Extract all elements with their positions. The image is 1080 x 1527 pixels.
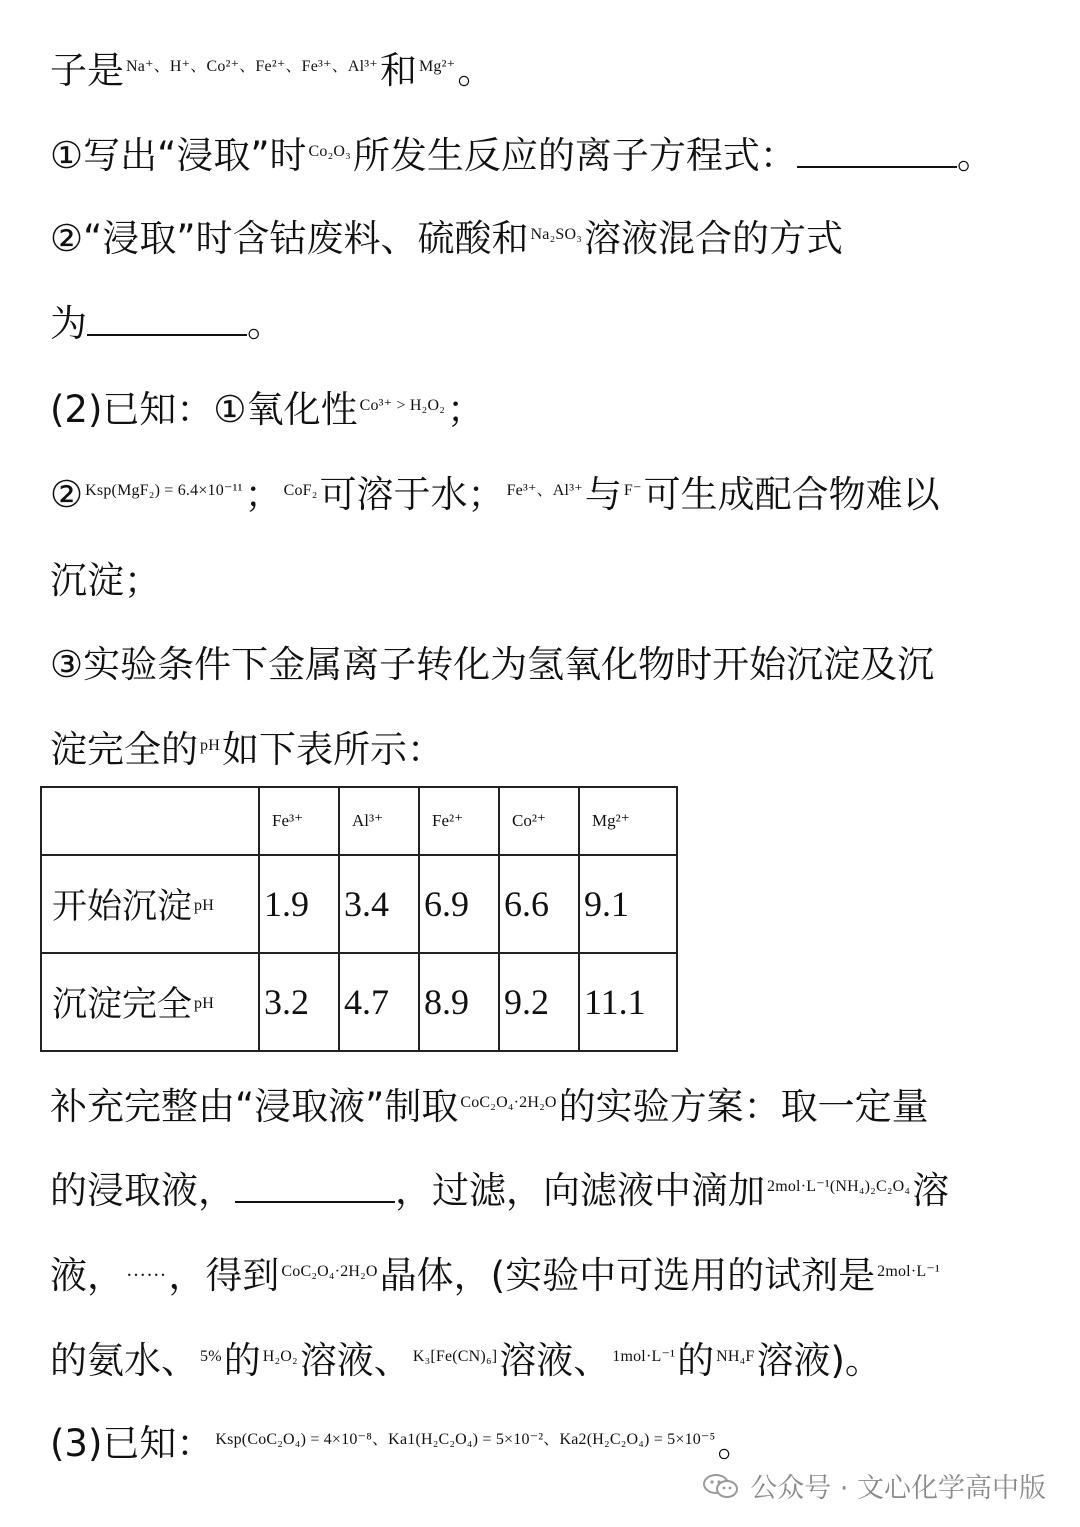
reagent-list: 的氨水、 $^{5\%}$的 $^{H_2O_2}$溶液、 $^{K_3[Fe(CN)_6]}$溶液、 $^{1mol\cdot L^{-1}}$的 $^{NH_4F}$溶液)。 [50, 1339, 882, 1382]
question-1-2: ②“浸取”时含钴废料、硫酸和 $^{Na_2SO_3}$溶液混合的方式 [50, 217, 843, 260]
answer-blank [87, 308, 247, 336]
table-header-row [41, 787, 677, 855]
watermark-text: 公众号 · 文心化学高中版 [750, 1473, 1046, 1504]
row-label: 开始沉淀 $^{pH}$ [41, 855, 259, 953]
table-cell: 3.4 [339, 855, 419, 953]
row-label: 沉淀完全 $^{pH}$ [41, 953, 259, 1051]
ion-list: Na⁺、H⁺、Co²⁺、Fe²⁺、Fe³⁺、Al³⁺ [126, 58, 378, 75]
question-2-task-cont2: 液， ……，得到 $^{CoC_2O_4\cdot 2H_2O}$晶体，(实验中可选用的试剂是 $^{2mol\cdot L^{-1}}$ [50, 1254, 940, 1297]
table-cell: 3.2 [259, 953, 339, 1051]
known-3-cont: 淀完全的 $^{pH}$如下表所示： [50, 728, 444, 771]
table-header-cell: Fe²⁺ [419, 787, 499, 855]
table-cell: 6.6 [499, 855, 579, 953]
question-2-task: 补充完整由“浸取液”制取 $^{CoC_2O_4\cdot 2H_2O}$的实验方案：取一定量 [50, 1085, 929, 1128]
line-ions: 子是 $^{Na^+、H^+、Co^{2+}、Fe^{2+}、Fe^{3+}、Al^{3+}}$和 $^{Mg^{2+}}$。 [50, 49, 495, 92]
wechat-icon [702, 1473, 740, 1499]
table-cell: 6.9 [419, 855, 499, 953]
answer-blank [797, 140, 957, 168]
answer-blank [235, 1175, 395, 1203]
table-row [41, 953, 677, 1051]
watermark [702, 1466, 1046, 1505]
table-header-cell: Co²⁺ [499, 787, 579, 855]
table-cell: 4.7 [339, 953, 419, 1051]
table-cell: 8.9 [419, 953, 499, 1051]
question-1-1: ①写出“浸取”时 $^{Co_2O_3}$所发生反应的离子方程式： 。 [50, 134, 994, 177]
question-2-intro: (2)已知：①氧化性 $^{Co^{3+} > H_2O_2}$； [50, 388, 484, 431]
mg-ion: Mg²⁺ [418, 58, 456, 75]
known-2: ② $^{Ksp(MgF_2) = 6.4\times 10^{-11}}$； $^{CoF_2}$可溶于水； $^{Fe^{3+}、Al^{3+}}$与 $^{F^-}$可生成配合物难以 [50, 473, 940, 516]
known-3: ③实验条件下金属离子转化为氢氧化物时开始沉淀及沉 [50, 643, 935, 686]
table-corner-cell [41, 787, 259, 855]
question-1-2-cont: 为 。 [50, 302, 284, 345]
table-cell: 11.1 [579, 953, 677, 1051]
table-header-cell: Al³⁺ [339, 787, 419, 855]
known-2-cont: 沉淀； [50, 559, 161, 602]
table-cell: 9.1 [579, 855, 677, 953]
table-cell: 9.2 [499, 953, 579, 1051]
question-3-intro: (3)已知： $^{Ksp(CoC_2O_4) = 4\times 10^{-8}、Ka1(H_2C_2O_4) = 5\times 10^{-2}、Ka2(H_2C_2O_4) = 5\times 10^{-5}}$。 [50, 1422, 755, 1465]
table-header-cell: Fe³⁺ [259, 787, 339, 855]
table-row [41, 855, 677, 953]
question-2-task-cont: 的浸取液， ，过滤，向滤液中滴加 $^{2mol\cdot L^{-1}(NH_4)_2C_2O_4}$溶 [50, 1169, 950, 1212]
table-cell: 1.9 [259, 855, 339, 953]
table-header-cell: Mg²⁺ [579, 787, 677, 855]
ph-table [40, 786, 678, 1052]
